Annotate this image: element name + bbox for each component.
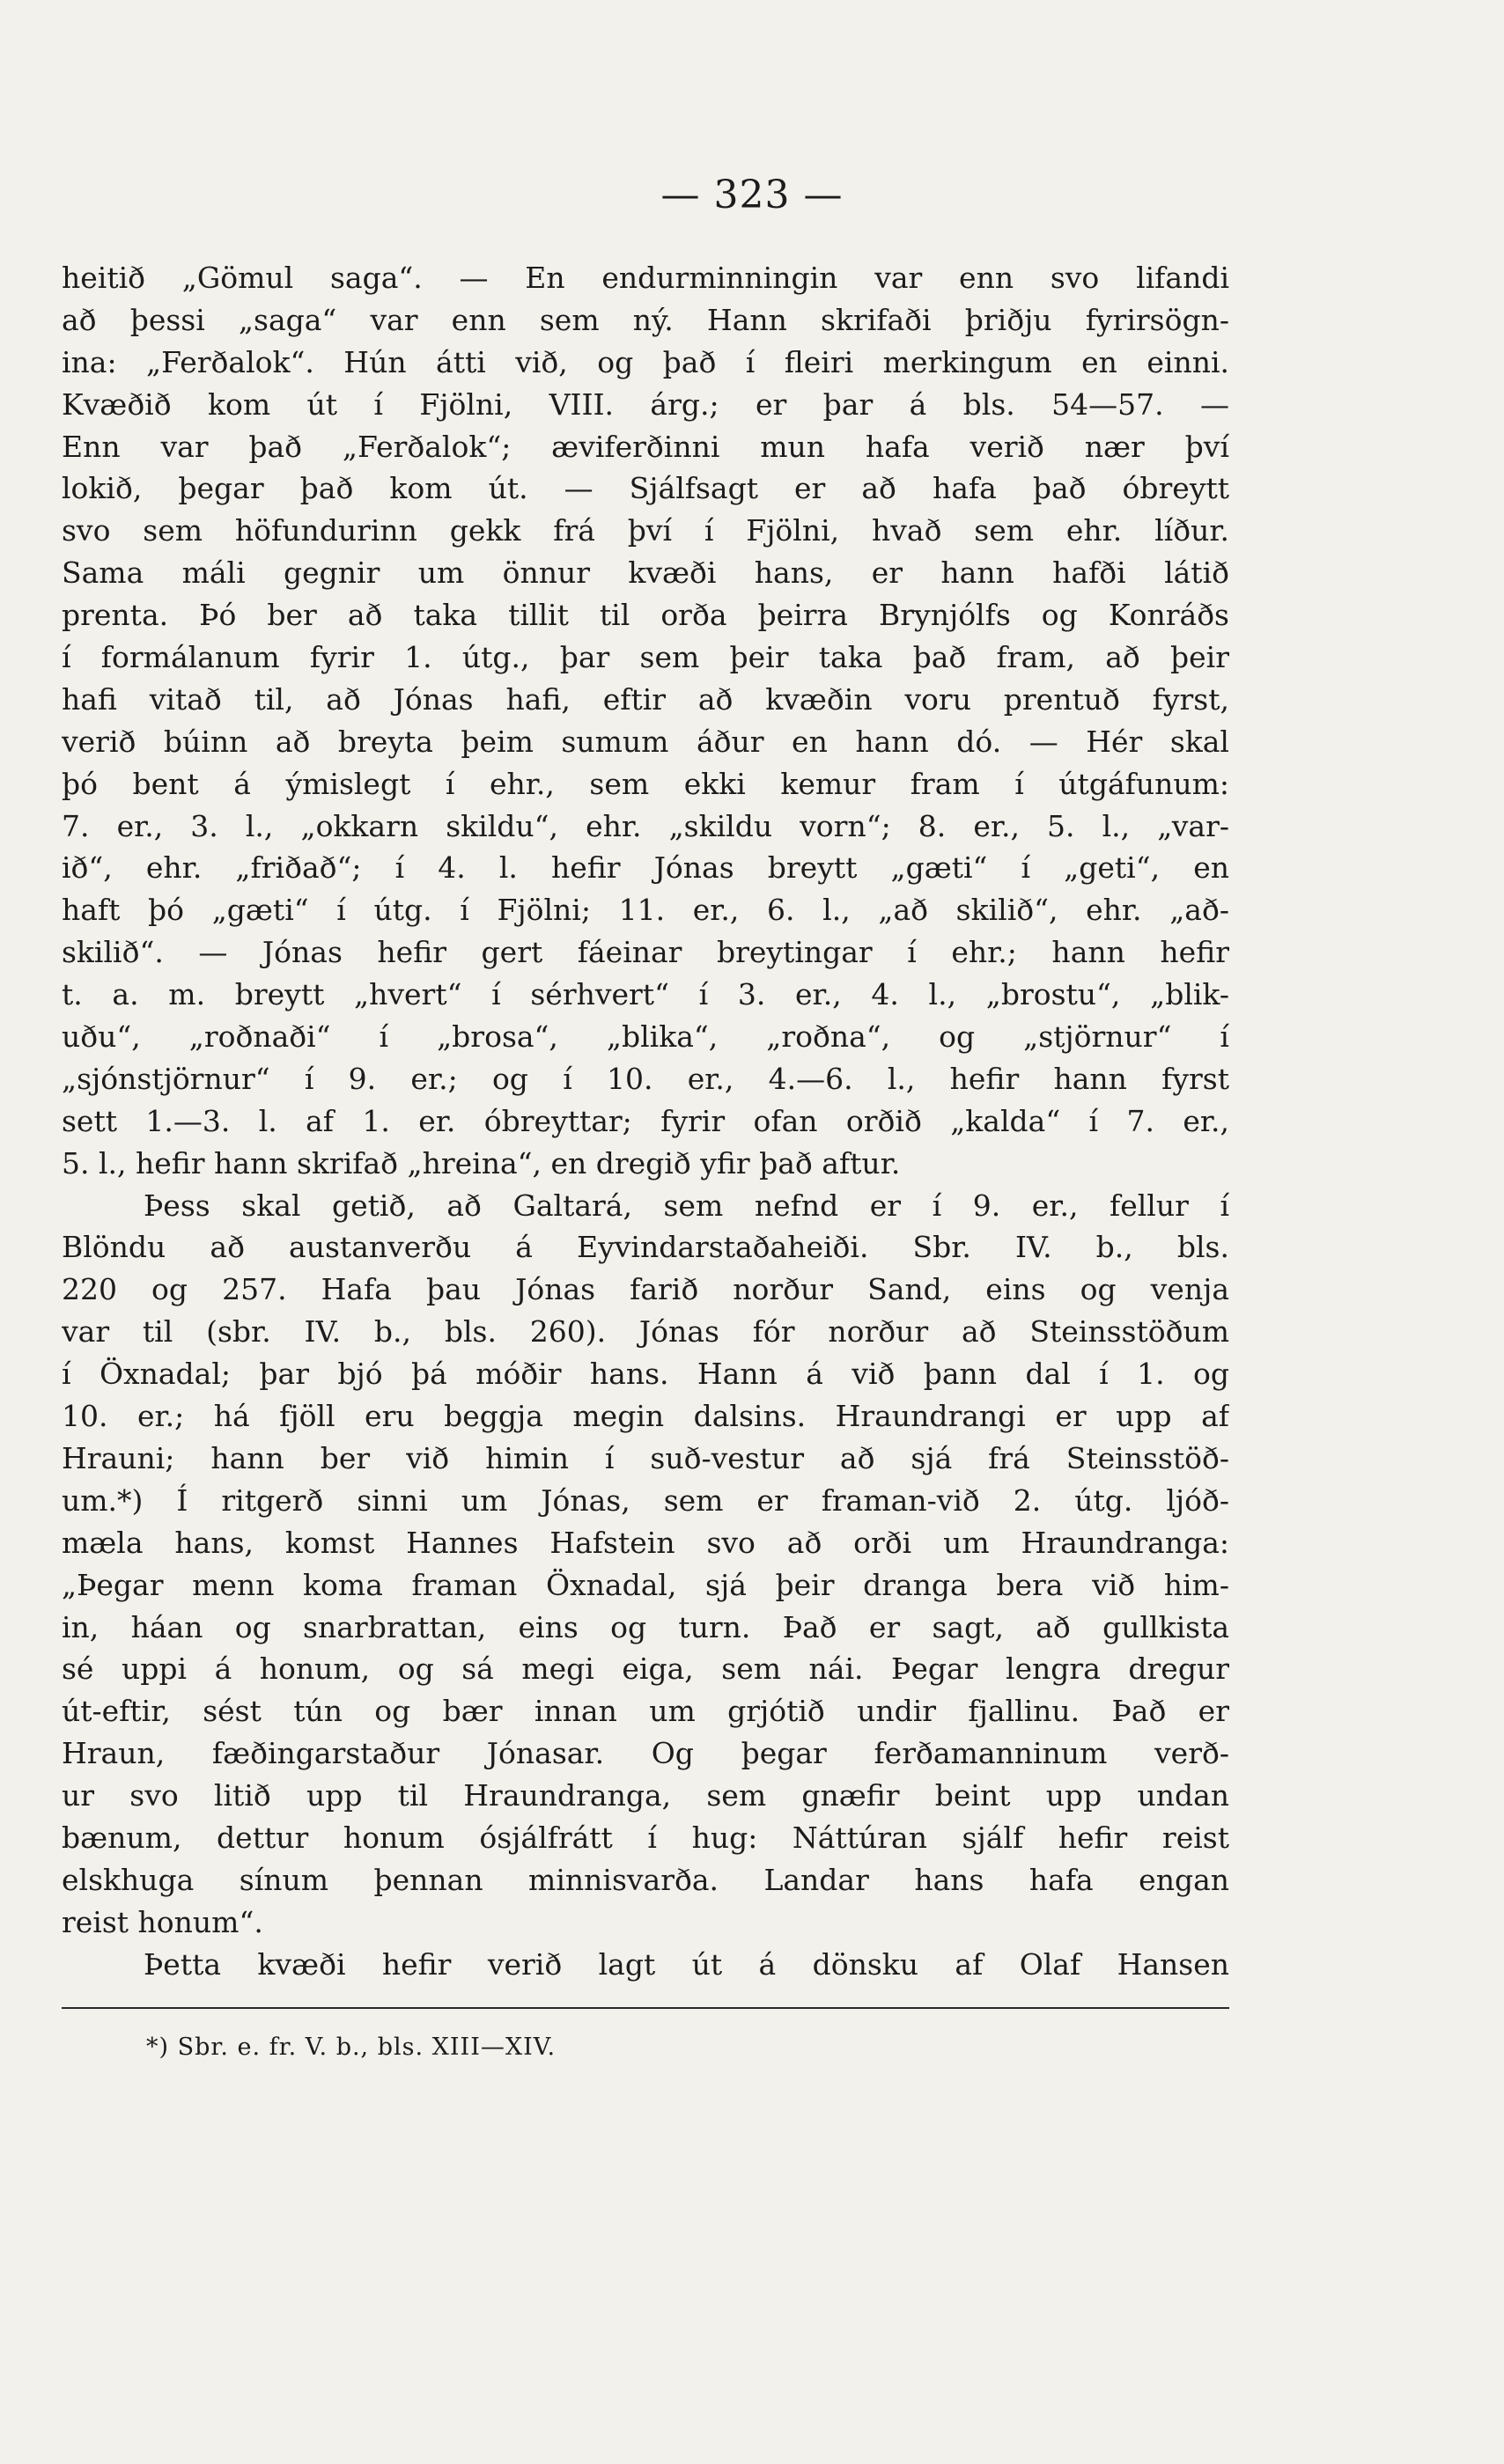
text-line: sett 1.—3. l. af 1. er. óbreyttar; fyrir ofan orðið „kalda“ í 7. er., — [62, 1103, 1229, 1138]
text-line: ur svo litið upp til Hraundranga, sem gnæfir beint upp undan — [62, 1778, 1229, 1813]
footnote: *) Sbr. e. fr. V. b., bls. XIII—XIV. — [146, 2034, 557, 2061]
paragraph-2 — [62, 1185, 1229, 1944]
text-line: lokið, þegar það kom út. — Sjálfsagt er að hafa það óbreytt — [62, 471, 1229, 506]
text-line: t. a. m. breytt „hvert“ í sérhvert“ í 3. er., 4. l., „brostu“, „blik- — [62, 977, 1229, 1012]
text-line: ina: „Ferðalok“. Hún átti við, og það í fleiri merkingum en einni. — [62, 344, 1229, 379]
text-line: 10. er.; há fjöll eru beggja megin dalsins. Hraundrangi er upp af — [62, 1399, 1229, 1434]
text-line: um.*) Í ritgerð sinni um Jónas, sem er framan-við 2. útg. ljóð- — [62, 1482, 1229, 1518]
text-line: Blöndu að austanverðu á Eyvindarstaðaheiði. Sbr. IV. b., bls. — [62, 1230, 1229, 1265]
text-line: Kvæðið kom út í Fjölni, VIII. árg.; er þar á bls. 54—57. — — [62, 386, 1229, 422]
text-line: hafi vitað til, að Jónas hafi, eftir að kvæðin voru prentuð fyrst, — [62, 681, 1229, 717]
text-line: sé uppi á honum, og sá megi eiga, sem nái. Þegar lengra dregur — [62, 1651, 1229, 1687]
text-line: „sjónstjörnur“ í 9. er.; og í 10. er., 4.—6. l., hefir hann fyrst — [62, 1061, 1229, 1096]
text-line: skilið“. — Jónas hefir gert fáeinar breytingar í ehr.; hann hefir — [62, 935, 1229, 970]
text-line: elskhuga sínum þennan minnisvarða. Landar hans hafa engan — [62, 1862, 1229, 1897]
text-line: haft þó „gæti“ í útg. í Fjölni; 11. er., 6. l., „að skilið“, ehr. „að- — [62, 893, 1229, 928]
text-line: mæla hans, komst Hannes Hafstein svo að orði um Hraundranga: — [62, 1525, 1229, 1560]
text-line: 220 og 257. Hafa þau Jónas farið norður Sand, eins og venja — [62, 1272, 1229, 1307]
text-line: að þessi „saga“ var enn sem ný. Hann skrifaði þriðju fyrirsögn- — [62, 302, 1229, 337]
text-line: út-eftir, sést tún og bær innan um grjótið undir fjallinu. Það er — [62, 1694, 1229, 1729]
text-line: svo sem höfundurinn gekk frá því í Fjölni, hvað sem ehr. líður. — [62, 513, 1229, 548]
paragraph-1 — [62, 257, 1229, 1185]
text-line: 7. er., 3. l., „okkarn skildu“, ehr. „skildu vorn“; 8. er., 5. l., „var- — [62, 808, 1229, 843]
text-line: Hraun, fæðingarstaður Jónasar. Og þegar ferðamanninum verð- — [62, 1736, 1229, 1771]
text-line: Enn var það „Ferðalok“; æviferðinni mun hafa verið nær því — [62, 429, 1229, 464]
text-line: Þetta kvæði hefir verið lagt út á dönsku af Olaf Hansen — [144, 1946, 1229, 1982]
text-line: prenta. Þó ber að taka tillit til orða þeirra Brynjólfs og Konráðs — [62, 598, 1229, 633]
footnote-divider — [62, 2007, 1229, 2009]
text-line: Hrauni; hann ber við himin í suð-vestur að sjá frá Steinsstöð- — [62, 1440, 1229, 1475]
page-number: — 323 — — [660, 173, 844, 217]
text-line: „Þegar menn koma framan Öxnadal, sjá þeir dranga bera við him- — [62, 1567, 1229, 1602]
text-line: heitið „Gömul saga“. — En endurminningin var enn svo lifandi — [62, 261, 1229, 295]
text-line: in, háan og snarbrattan, eins og turn. Það er sagt, að gullkista — [62, 1609, 1229, 1644]
text-line: 5. l., hefir hann skrifað „hreina“, en dregið yfir það aftur. — [62, 1145, 901, 1181]
text-line: í formálanum fyrir 1. útg., þar sem þeir taka það fram, að þeir — [62, 640, 1229, 675]
text-line: bænum, dettur honum ósjálfrátt í hug: Náttúran sjálf hefir reist — [62, 1820, 1229, 1855]
text-line: var til (sbr. IV. b., bls. 260). Jónas fór norður að Steinsstöðum — [62, 1314, 1229, 1350]
text-line: ið“, ehr. „friðað“; í 4. l. hefir Jónas breytt „gæti“ í „geti“, en — [62, 850, 1229, 886]
text-line: þó bent á ýmislegt í ehr., sem ekki kemur fram í útgáfunum: — [62, 766, 1229, 801]
text-line: reist honum“. — [62, 1904, 263, 1939]
text-line: uðu“, „roðnaði“ í „brosa“, „blika“, „roðna“, og „stjörnur“ í — [62, 1019, 1229, 1055]
text-line: verið búinn að breyta þeim sumum áður en hann dó. — Hér skal — [62, 724, 1229, 759]
paragraph-3 — [62, 1944, 1229, 1986]
text-line: Þess skal getið, að Galtará, sem nefnd er í 9. er., fellur í — [144, 1188, 1229, 1223]
body-text — [62, 257, 1229, 1986]
text-line: í Öxnadal; þar bjó þá móðir hans. Hann á við þann dal í 1. og — [62, 1357, 1229, 1392]
text-line: Sama máli gegnir um önnur kvæði hans, er hann hafði látið — [62, 555, 1229, 591]
